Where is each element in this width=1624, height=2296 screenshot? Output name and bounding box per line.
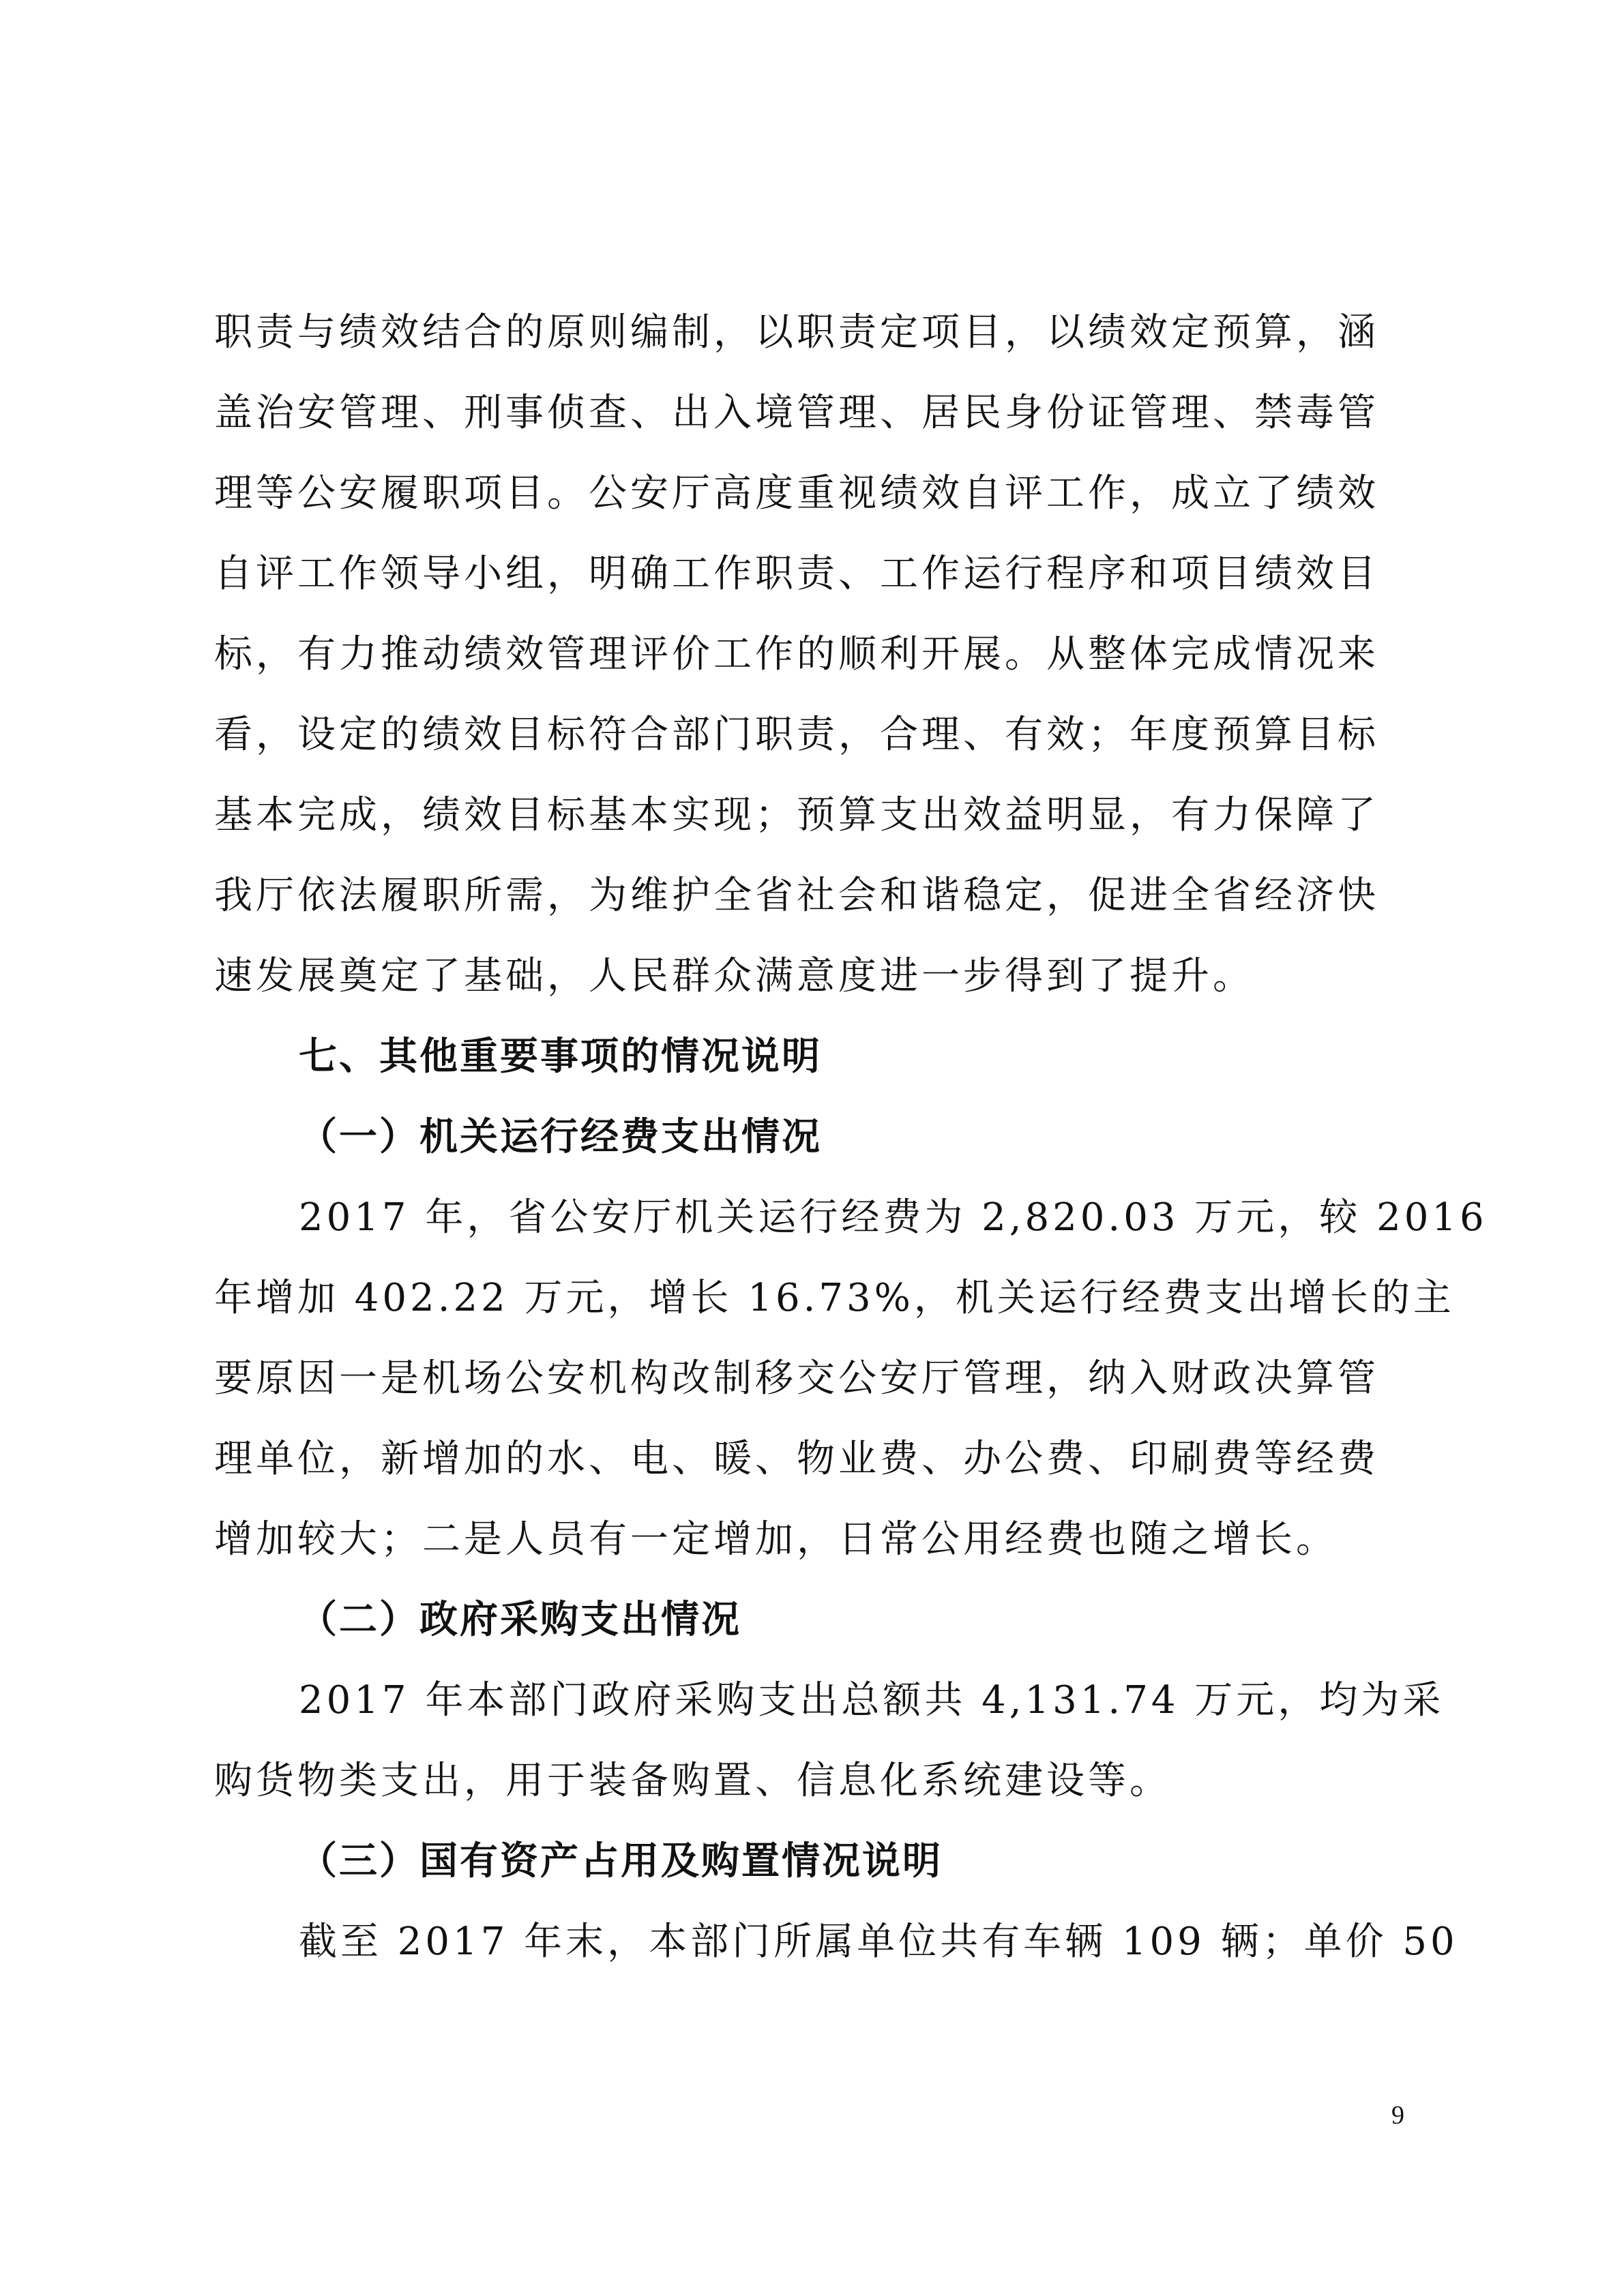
section-heading: 七、其他重要事项的情况说明 [299,1034,822,1079]
subsection-heading: （一）机关运行经费支出情况 [299,1115,822,1159]
body-text-line: 增加较大；二是人员有一定增加，日常公用经费也随之增长。 [214,1517,1338,1562]
body-text-line: 截至 2017 年末，本部门所属单位共有车辆 109 辆；单价 50 [299,1920,1458,1964]
body-text-line: 年增加 402.22 万元，增长 16.73%，机关运行经费支出增长的主 [214,1276,1455,1320]
body-text-line: 基本完成，绩效目标基本实现；预算支出效益明显，有力保障了 [214,793,1379,837]
subsection-heading: （二）政府采购支出情况 [299,1598,741,1642]
body-text-line: 理单位，新增加的水、电、暖、物业费、办公费、印刷费等经费 [214,1437,1379,1481]
body-text-line: 购货物类支出，用于装备购置、信息化系统建设等。 [214,1759,1171,1803]
page-number: 9 [1391,2101,1404,2130]
body-text-line: 2017 年本部门政府采购支出总额共 4,131.74 万元，均为采 [299,1678,1445,1723]
body-text-line: 自评工作领导小组，明确工作职责、工作运行程序和项目绩效目 [214,552,1379,596]
subsection-heading: （三）国有资产占用及购置情况说明 [299,1839,943,1883]
body-text-line: 2017 年，省公安厅机关运行经费为 2,820.03 万元，较 2016 [299,1195,1488,1240]
body-text-line: 速发展奠定了基础，人民群众满意度进一步得到了提升。 [214,954,1254,998]
body-text-line: 盖治安管理、刑事侦查、出入境管理、居民身份证管理、禁毒管 [214,391,1379,435]
body-text-line: 职责与绩效结合的原则编制，以职责定项目，以绩效定预算，涵 [214,310,1379,355]
body-text-line: 我厅依法履职所需，为维护全省社会和谐稳定，促进全省经济快 [214,874,1379,918]
body-text-line: 要原因一是机场公安机构改制移交公安厅管理，纳入财政决算管 [214,1356,1379,1401]
body-text-line: 看，设定的绩效目标符合部门职责，合理、有效；年度预算目标 [214,713,1379,757]
body-text-line: 标，有力推动绩效管理评价工作的顺利开展。从整体完成情况来 [214,632,1379,676]
body-text-line: 理等公安履职项目。公安厅高度重视绩效自评工作，成立了绩效 [214,471,1379,516]
